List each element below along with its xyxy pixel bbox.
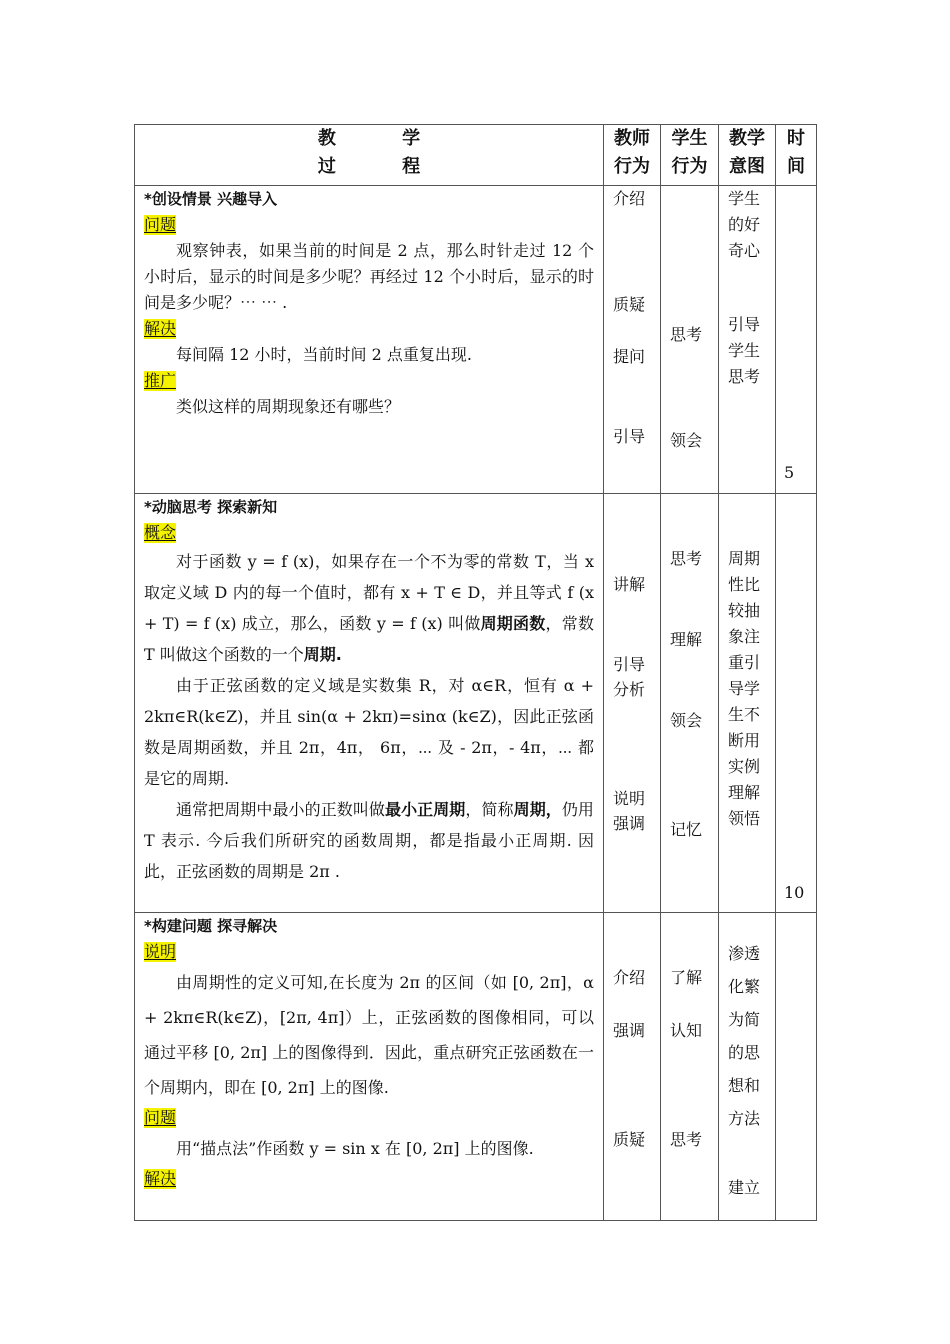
time-cell <box>776 186 817 494</box>
section-problem-content <box>135 913 604 1221</box>
intent-text: 方法 <box>728 1109 761 1128</box>
concept-text: ，常数 T 叫做这个函数的一个 <box>144 614 594 664</box>
student-item: 领会 <box>670 431 703 450</box>
teacher-item: 强调 <box>613 1021 646 1040</box>
header-teacher-line2: 行为 <box>614 156 650 177</box>
teacher-item: 分析 <box>613 680 646 699</box>
time-value: 5 <box>784 463 795 482</box>
section-title: *创设情景 兴趣导入 <box>144 190 278 208</box>
teacher-item: 质疑 <box>613 1130 646 1149</box>
student-item: 记忆 <box>670 820 703 839</box>
label-solve: 解决 <box>144 319 177 338</box>
header-intent-line2: 意图 <box>729 156 765 177</box>
sine-period-text: 由于正弦函数的定义域是实数集 R，对 α∈R，恒有 α + 2kπ∈R(k∈Z)，并且 sin(α + 2kπ)=sinα (k∈Z)，因此正弦函数是周期函数，并且 2π，4π， 6π，⋯ 及 - 2π，- 4π，⋯ 都是它的周期. <box>144 676 594 788</box>
intent-text: 化繁 <box>728 977 761 996</box>
lesson-plan-table <box>134 124 817 1221</box>
concept-text: 对于函数 y = f (x)，如果存在一个不为零的常数 T，当 x 取定义域 D 内的每一个值时，都有 x + T ∈ D，并且等式 f (x + T) = f (x) 成立，那么，函数 y = f (x) 叫做 <box>144 552 594 633</box>
teaching-intent-cell <box>719 913 776 1221</box>
header-teacher-behavior <box>604 125 661 186</box>
teacher-item: 介绍 <box>613 189 646 208</box>
intent-text: 为简 <box>728 1010 761 1029</box>
problem-text: 用“描点法”作函数 y = sin x 在 [0, 2π] 上的图像. <box>176 1139 534 1158</box>
student-item: 理解 <box>670 630 703 649</box>
student-behavior-cell <box>661 186 719 494</box>
teacher-item: 强调 <box>613 814 646 833</box>
explain-text: 由周期性的定义可知,在长度为 2π 的区间（如 [0, 2π]，α + 2kπ∈R(k∈Z)，[2π, 4π]）上，正弦函数的图像相同，可以通过平移 [0, 2π] 上的图像得到．因此，重点研究正弦函数在一个周期内，即在 [0, 2π] 上的图像. <box>144 973 594 1097</box>
time-value: 10 <box>784 883 805 902</box>
label-problem: 问题 <box>144 215 177 234</box>
student-item: 思考 <box>670 1130 703 1149</box>
student-behavior-cell <box>661 913 719 1221</box>
extend-text: 类似这样的周期现象还有哪些？ <box>176 397 401 416</box>
header-student-behavior <box>661 125 719 186</box>
intent-text: 想和 <box>728 1076 761 1095</box>
min-text: 通常把周期中最小的正数叫做 <box>176 800 385 819</box>
student-item: 思考 <box>670 325 703 344</box>
header-teaching-intent <box>719 125 776 186</box>
teacher-item: 引导 <box>613 655 646 674</box>
min-text: ，简称 <box>465 800 514 819</box>
intent-text: 的思 <box>728 1043 761 1062</box>
term-min-period: 最小正周期 <box>385 800 466 819</box>
teaching-intent-cell <box>719 186 776 494</box>
teacher-behavior-cell <box>604 494 661 913</box>
header-time <box>776 125 817 186</box>
teaching-intent-cell <box>719 494 776 913</box>
header-student-line2: 行为 <box>671 156 708 177</box>
header-process-line1: 教 学 <box>317 128 451 149</box>
header-teacher-line1: 教师 <box>614 128 650 149</box>
section-scenario-row <box>135 186 817 494</box>
section-problem-row <box>135 913 817 1221</box>
solve-text: 每间隔 12 小时，当前时间 2 点重复出现. <box>176 345 472 364</box>
intent-text: 周期性比较抽象注重引导学生不断用实例理解领悟 <box>728 549 761 828</box>
teacher-item: 引导 <box>613 427 646 446</box>
header-intent-line1: 教学 <box>729 128 765 149</box>
teacher-item: 讲解 <box>613 575 646 594</box>
header-teaching-process <box>135 125 604 186</box>
concept-paragraph <box>144 546 594 670</box>
section-scenario-content <box>135 186 604 494</box>
header-time-line2: 间 <box>787 156 805 177</box>
teacher-item: 提问 <box>613 347 646 366</box>
section-concept-row <box>135 494 817 913</box>
header-row <box>135 125 817 186</box>
teacher-item: 介绍 <box>613 968 646 987</box>
student-item: 认知 <box>670 1021 703 1040</box>
header-time-line1: 时 <box>787 128 805 149</box>
label-solve: 解决 <box>144 1169 177 1188</box>
section-concept-content <box>135 494 604 913</box>
min-period-paragraph <box>144 794 594 887</box>
header-process-line2: 过 程 <box>317 156 451 177</box>
intent-text: 建立 <box>728 1178 761 1197</box>
label-explain: 说明 <box>144 942 177 961</box>
label-extend: 推广 <box>144 371 177 390</box>
intent-text: 引导学生思考 <box>728 315 761 386</box>
section-title: *构建问题 探寻解决 <box>144 917 278 935</box>
teacher-behavior-cell <box>604 186 661 494</box>
teacher-item: 质疑 <box>613 295 646 314</box>
section-title: *动脑思考 探索新知 <box>144 498 278 516</box>
student-item: 了解 <box>670 968 703 987</box>
label-problem: 问题 <box>144 1108 177 1127</box>
intent-text: 渗透 <box>728 944 761 963</box>
header-student-line1: 学生 <box>671 128 708 149</box>
student-behavior-cell <box>661 494 719 913</box>
min-text: 仍用 T 表示. 今后我们所研究的函数周期，都是指最小正周期. 因此，正弦函数的周期是 2π . <box>144 800 594 881</box>
problem-text: 观察钟表，如果当前的时间是 2 点，那么时针走过 12 个小时后，显示的时间是多少呢？再经过 12 个小时后，显示的时间是多少呢？⋯ ⋯ . <box>144 241 594 312</box>
time-cell <box>776 913 817 1221</box>
label-concept: 概念 <box>144 523 177 542</box>
time-cell <box>776 494 817 913</box>
student-item: 领会 <box>670 711 703 730</box>
term-periodic-function: 周期函数 <box>480 614 546 633</box>
intent-text: 学生的好奇心 <box>728 189 761 260</box>
teacher-item: 说明 <box>613 789 646 808</box>
teacher-behavior-cell <box>604 913 661 1221</box>
term-period-short: 周期， <box>513 800 562 819</box>
student-item: 思考 <box>670 549 703 568</box>
term-period: 周期. <box>303 645 342 664</box>
